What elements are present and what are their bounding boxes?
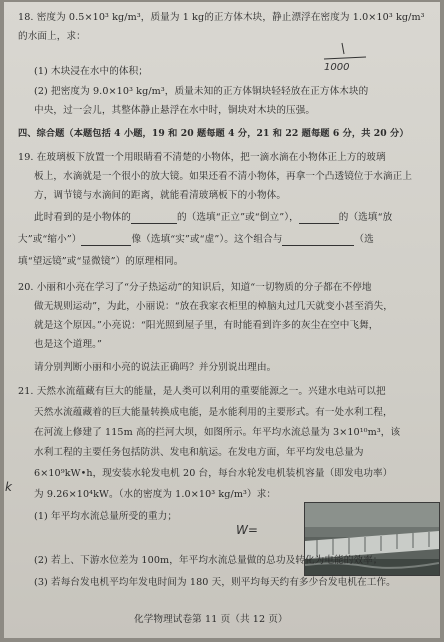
q20-line-3: 就是这个原因。”小亮说：“阳光照到屋子里，有时能看到许多的灰尘在空中飞舞， xyxy=(34,320,379,331)
page-footer: 化学物理试卷第 11 页（共 12 页） xyxy=(134,614,288,625)
q18-part-2-line-2: 中央，过一会儿，其整体静止悬浮在水中时，铜块对木块的压强。 xyxy=(34,105,316,116)
q21-line-1: 21. 天然水流蕴藏有巨大的能量，是人类可以利用的重要能源之一。兴建水电站可以把 xyxy=(18,386,386,397)
q18-line-2: 的水面上，求： xyxy=(18,31,86,42)
q19-line-6: 填“望远镜”或“显微镜”）的原理相同。 xyxy=(18,256,184,267)
q20-line-5: 请分别判断小丽和小亮的说法正确吗？并分别说出理由。 xyxy=(34,362,277,373)
q18-part-1: (1) 木块浸在水中的体积； xyxy=(34,66,148,77)
q19-line-3: 方，调节镜与水滴间的距离，就能看清玻璃板下的小物体。 xyxy=(34,190,287,201)
handwritten-1000: 1000 xyxy=(324,62,350,73)
q19-line-4-text-b: 的（选填“正立”或“倒立”）， xyxy=(176,212,299,223)
answer-blank-3[interactable] xyxy=(81,235,131,246)
q19-line-2: 板上，水滴就是一个很小的放大镜。如果还看不清小物体，再拿一个凸透镜位于水滴正上 xyxy=(34,171,413,182)
q21-line-6: 为 9.26×10⁴kW。（水的密度为 1.0×10³ kg/m³）求： xyxy=(34,489,277,500)
q21-line-2: 天然水流蕴藏着的巨大能量转换成电能，是水能利用的主要形式。有一处水利工程， xyxy=(34,407,393,418)
q19-line-5-text-b: 像（选填“实”或“虚”）。这个组合与 xyxy=(131,234,283,245)
q21-part-1: (1) 年平均水流总量所受的重力； xyxy=(34,511,178,522)
q21-part-3: (3) 若每台发电机平均年发电时间为 180 天，则平均每天约有多少台发电机在工作。 xyxy=(34,577,396,588)
exam-page xyxy=(4,2,440,638)
q20-line-2: 做无规则运动”，为此，小丽说：“放在我家衣柜里的樟脑丸过几天就变小甚至消失， xyxy=(34,301,393,312)
q19-line-5-text-a: 大”或“缩小”） xyxy=(18,234,82,245)
handwritten-w-equals: W= xyxy=(236,523,258,537)
q19-line-4-text-a: 此时看到的是小物体的 xyxy=(34,212,131,223)
answer-blank-1[interactable] xyxy=(131,213,177,224)
answer-blank-2[interactable] xyxy=(299,213,339,224)
q18-part-2-line-1: (2) 把密度为 9.0×10³ kg/m³，质量未知的正方体铜块轻轻放在正方体木块的 xyxy=(34,86,369,97)
q21-line-5: 6×10⁹kW•h，现安装水轮发电机 20 台，每台水轮发电机装机容量（即发电功率） xyxy=(34,468,393,479)
q19-line-5-text-c: （选 xyxy=(354,234,374,245)
section-4-heading: 四、综合题（本题包括 4 小题，19 和 20 题每题 4 分，21 和 22 题每题 6 分，共 20 分） xyxy=(18,128,409,139)
q19-line-4 xyxy=(34,212,392,224)
q19-line-5 xyxy=(18,234,374,246)
q18-line-1: 18. 密度为 0.5×10³ kg/m³，质量为 1 kg的正方体木块，静止漂浮在密度为 1.0×10³ kg/m³ xyxy=(18,12,425,23)
q21-line-3: 在河流上修建了 115m 高的拦河大坝，如图所示。年平均水流总量为 3×10¹⁰m³，该 xyxy=(34,427,401,438)
q20-line-4: 也是这个道理。” xyxy=(34,339,103,350)
q21-part-2: (2) 若上、下游水位差为 100m，年平均水流总量做的总功及转化为电能的效率； xyxy=(34,555,383,566)
q19-line-1: 19. 在玻璃板下放置一个用眼睛看不清楚的小物体，把一滴水滴在小物体正上方的玻璃 xyxy=(18,152,386,163)
handwritten-margin-k: k xyxy=(5,480,12,494)
q21-line-4: 水利工程的主要任务包括防洪、发电和航运。在发电方面，年平均发电总量为 xyxy=(34,447,364,458)
q20-line-1: 20. 小丽和小亮在学习了“分子热运动”的知识后，知道“一切物质的分子都在不停地 xyxy=(18,282,372,293)
q19-line-4-text-c: 的（选填“放 xyxy=(338,212,393,223)
answer-blank-4[interactable] xyxy=(282,235,354,246)
